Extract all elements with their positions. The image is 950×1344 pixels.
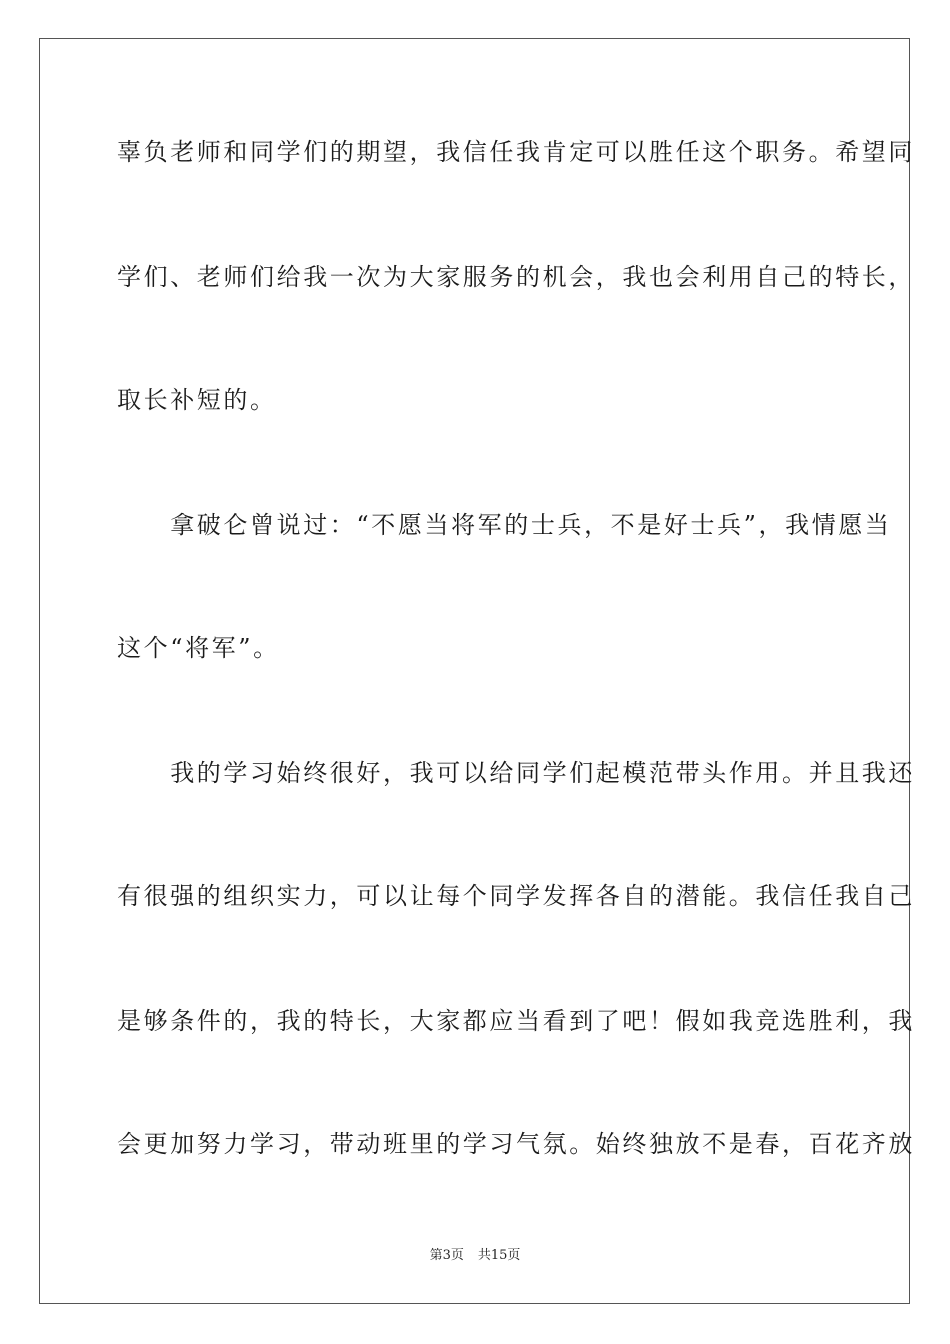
page-border [39,38,915,1304]
text-line: 这个“将军”。 [117,634,280,662]
text-line: 是够条件的，我的特长，大家都应当看到了吧！假如我竞选胜利，我 [117,1007,915,1035]
page-footer [0,1247,950,1265]
text-line: 会更加努力学习，带动班里的学习气氛。始终独放不是春，百花齐放 [117,1130,915,1158]
text-line: 取长补短的。 [117,386,277,414]
page-number: 第3页 [429,1248,464,1263]
page-total: 共15页 [477,1248,521,1263]
text-line: 有很强的组织实力，可以让每个同学发挥各自的潜能。我信任我自己 [117,882,915,910]
text-line: 拿破仑曾说过：“不愿当将军的士兵，不是好士兵”，我情愿当 [117,511,892,539]
text-line: 辜负老师和同学们的期望，我信任我肯定可以胜任这个职务。希望同 [117,138,915,166]
text-line: 学们、老师们给我一次为大家服务的机会，我也会利用自己的特长， [117,263,915,291]
text-line: 我的学习始终很好，我可以给同学们起模范带头作用。并且我还 [117,759,915,787]
